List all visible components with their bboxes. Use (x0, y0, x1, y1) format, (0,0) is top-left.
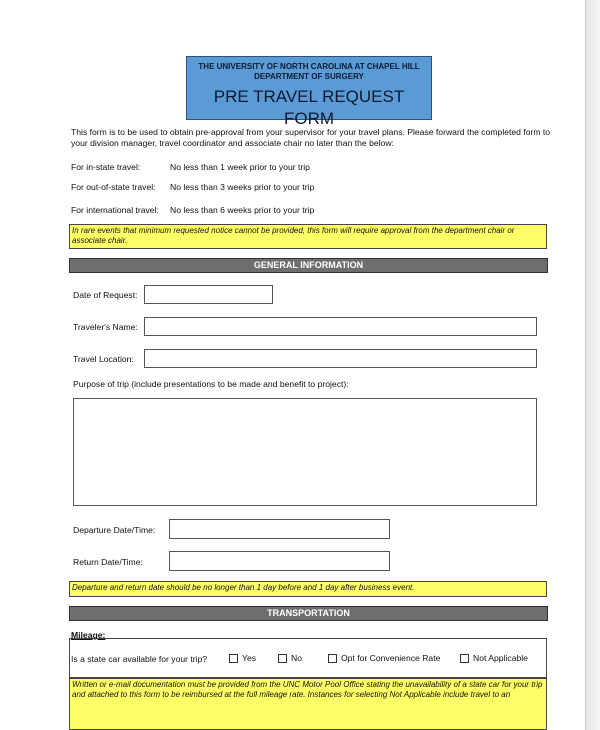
option-label: No (291, 653, 302, 663)
purpose-textarea[interactable] (73, 398, 537, 506)
form-title: PRE TRAVEL REQUEST FORM (213, 87, 405, 128)
option-label: Yes (242, 653, 257, 663)
state-car-box (69, 638, 547, 678)
bottom-note: Written or e-mail documentation must be provided from the UNC Motor Pool Office stating the unavailability of a state car for your trip and attached to this form to be reimbursed at the full mileage rate. Instances for selecting Not Applicable include travel to an (69, 678, 547, 730)
option-label: Not Applicable (473, 653, 528, 663)
rare-events-note: In rare events that minimum requested notice cannot be provided, this form will require approval from the department chair or associate chair. (69, 224, 547, 249)
intro-text: This form is to be used to obtain pre-approval from your supervisor for your travel plans. Please forward the completed form to your division manager, travel coordinator and associate chair no later than the below: (71, 127, 551, 148)
form-title-box (186, 56, 432, 128)
option-yes[interactable] (229, 653, 256, 663)
return-label: Return Date/Time: (73, 557, 143, 567)
general-information-heading: GENERAL INFORMATION (69, 258, 548, 273)
date-of-request-field[interactable] (144, 285, 273, 304)
purpose-label: Purpose of trip (include presentations to be made and benefit to project): (73, 379, 349, 389)
checkbox-yes[interactable] (229, 654, 238, 663)
travelers-name-label: Traveler's Name: (73, 322, 138, 332)
notice-label: For international travel: (71, 205, 159, 215)
option-label: Opt for Convenience Rate (341, 653, 441, 663)
return-field[interactable] (169, 551, 390, 571)
state-car-question: Is a state car available for your trip? (71, 654, 208, 664)
notice-value: No less than 6 weeks prior to your trip (170, 205, 315, 215)
notice-label: For out-of-state travel: (71, 182, 156, 192)
dates-note: Departure and return date should be no longer than 1 day before and 1 day after business event. (69, 581, 547, 597)
checkbox-no[interactable] (278, 654, 287, 663)
university-name: THE UNIVERSITY OF NORTH CAROLINA AT CHAPEL HILL (198, 62, 420, 71)
date-of-request-label: Date of Request: (73, 290, 138, 300)
checkbox-convenience-rate[interactable] (328, 654, 337, 663)
option-convenience-rate[interactable] (328, 653, 440, 663)
department-name: DEPARTMENT OF SURGERY (254, 72, 364, 81)
option-not-applicable[interactable] (460, 653, 528, 663)
notice-value: No less than 1 week prior to your trip (170, 162, 310, 172)
transportation-heading: TRANSPORTATION (69, 606, 548, 621)
notice-label: For in-state travel: (71, 162, 141, 172)
travel-location-label: Travel Location: (73, 354, 134, 364)
checkbox-not-applicable[interactable] (460, 654, 469, 663)
travel-location-field[interactable] (144, 349, 537, 368)
departure-field[interactable] (169, 519, 390, 539)
page-edge (585, 0, 600, 730)
notice-value: No less than 3 weeks prior to your trip (170, 182, 315, 192)
travelers-name-field[interactable] (144, 317, 537, 336)
departure-label: Departure Date/Time: (73, 525, 156, 535)
mileage-label: Mileage: (71, 630, 106, 640)
option-no[interactable] (278, 653, 302, 663)
